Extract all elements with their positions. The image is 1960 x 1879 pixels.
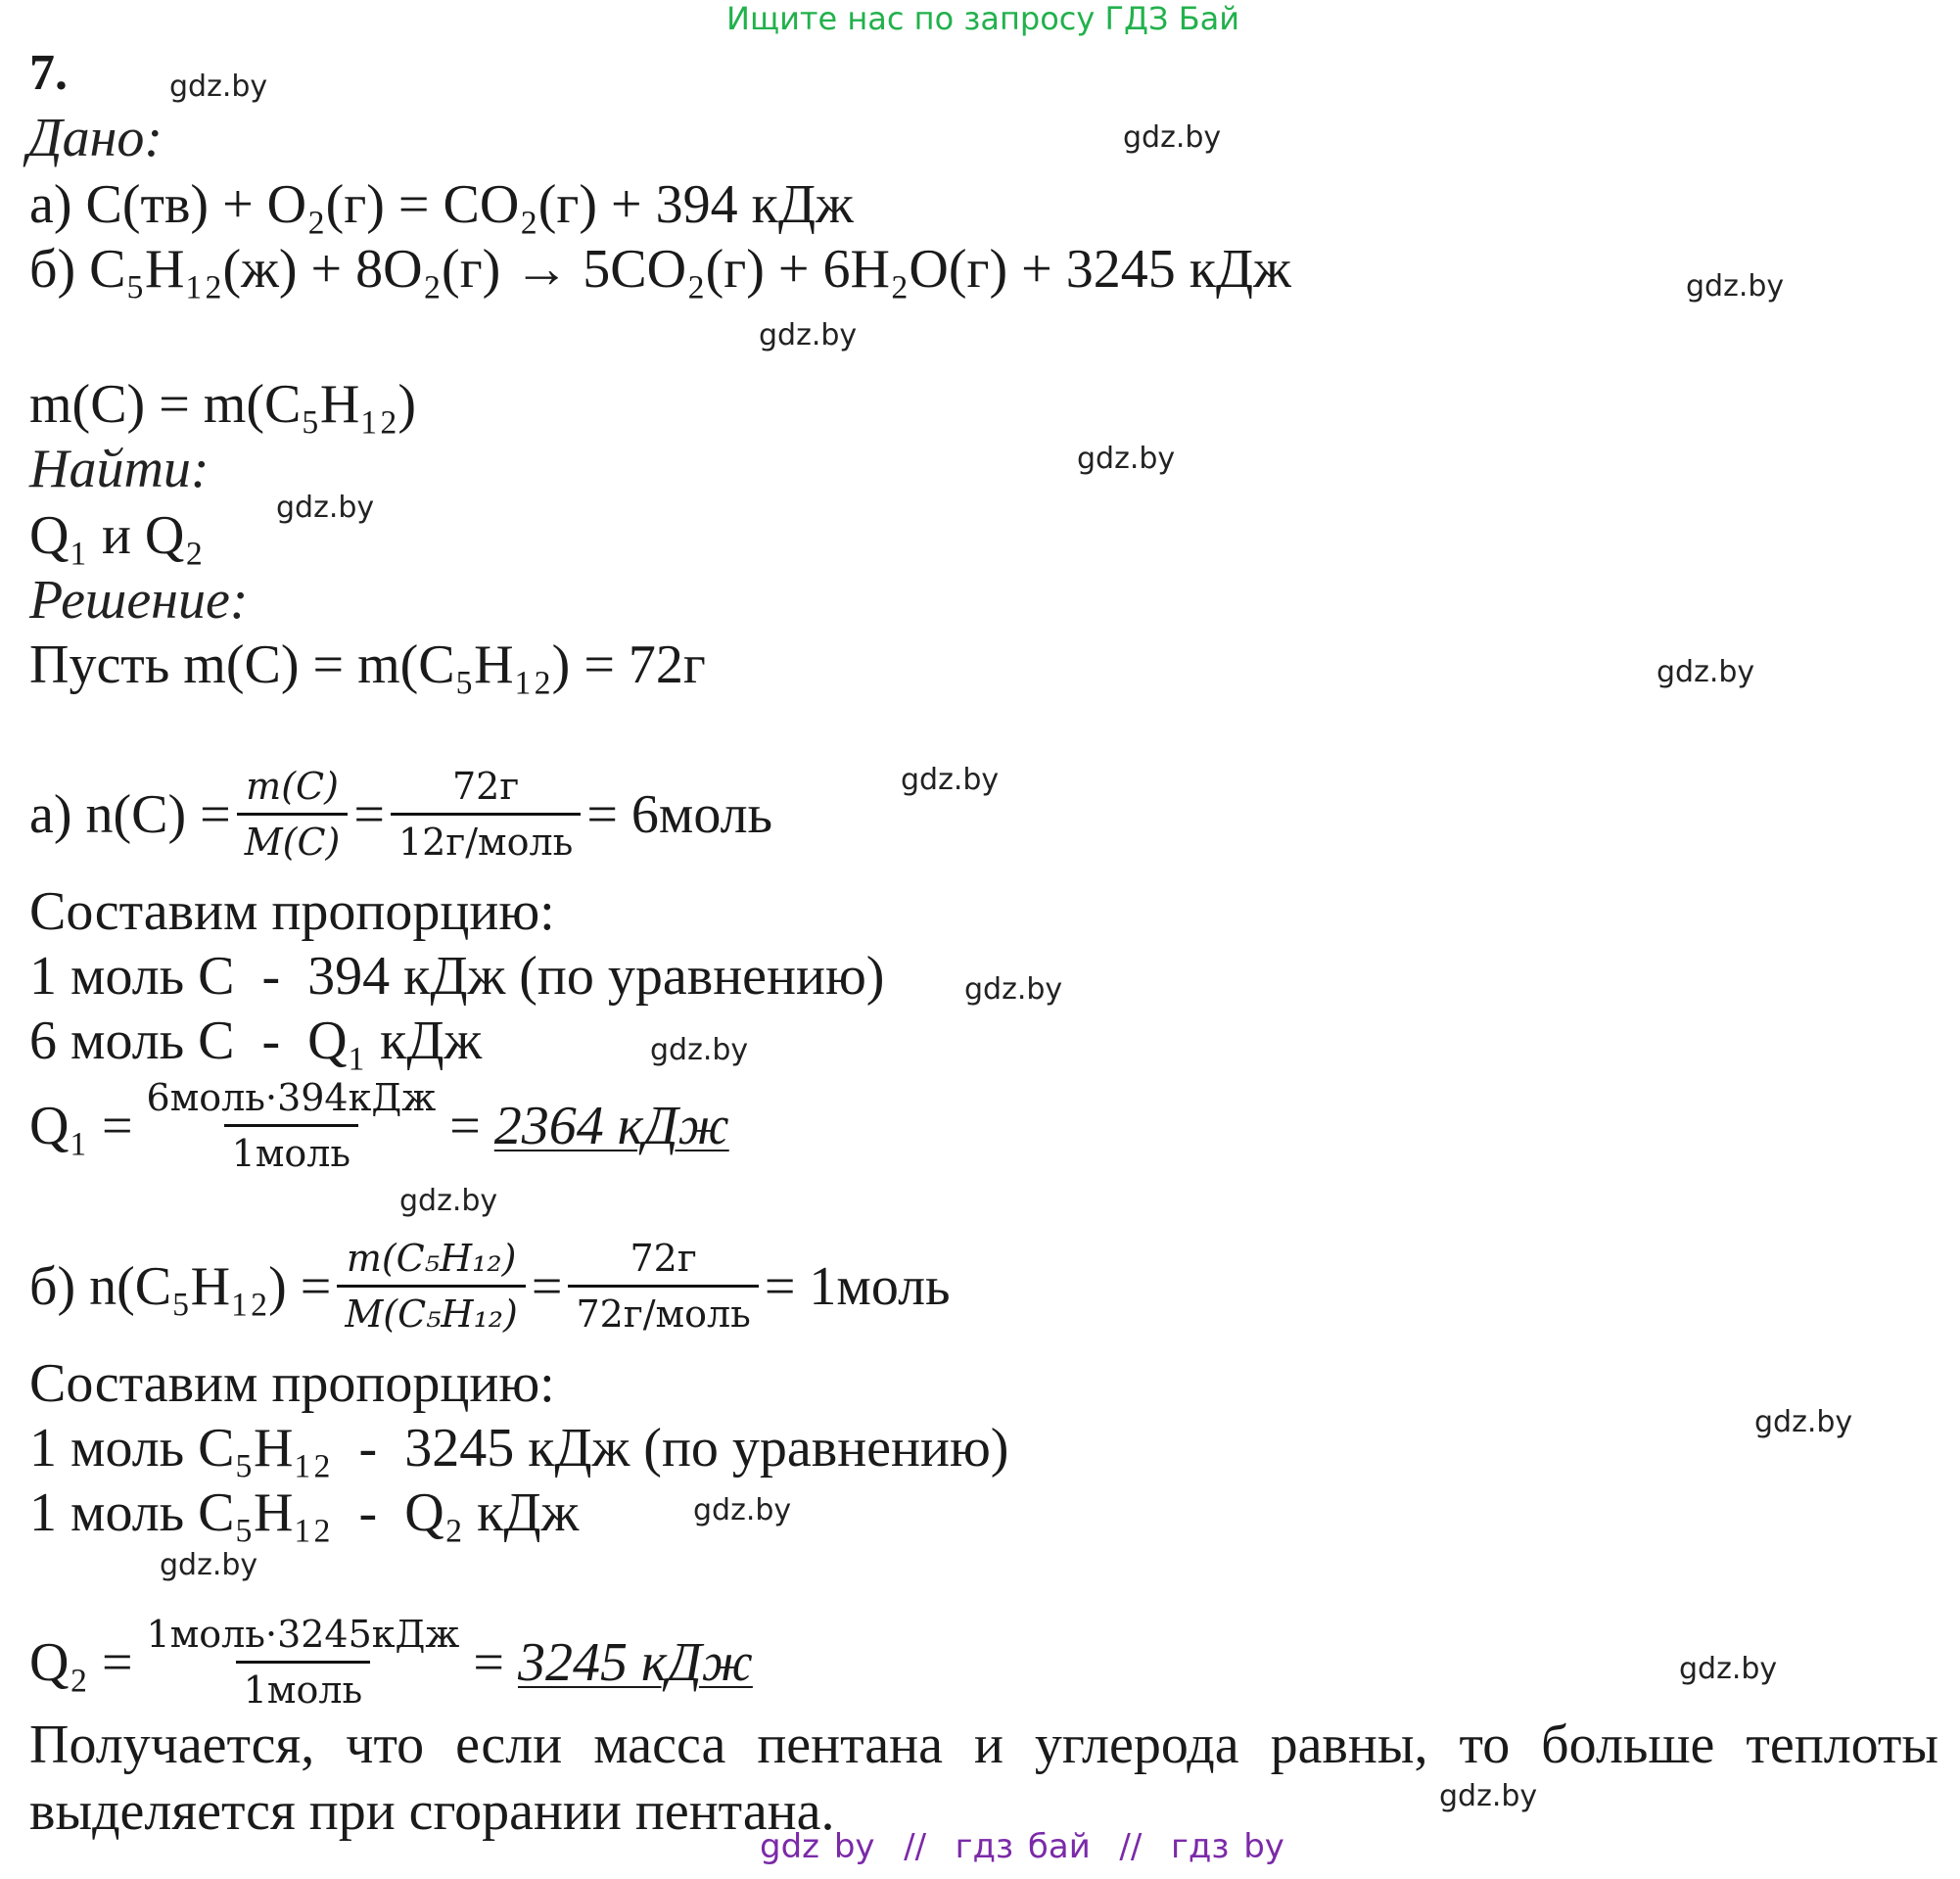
fraction-numerator: 6моль·394кДж	[146, 1076, 437, 1119]
equals-sign: =	[449, 1095, 481, 1156]
part-a-proportion-label: Составим пропорцию:	[29, 881, 555, 942]
part-a-moles-formula	[29, 764, 772, 865]
watermark: gdz.by	[160, 1548, 258, 1582]
fraction-numerator: 72г	[630, 1237, 697, 1280]
fraction-numerator: 1моль·3245кДж	[146, 1613, 460, 1656]
part-b-heat-formula	[29, 1612, 753, 1713]
watermark: gdz.by	[1754, 1405, 1853, 1439]
part-b-fraction-1	[337, 1236, 525, 1337]
watermark: gdz.by	[276, 491, 375, 525]
part-b-proportion-label: Составим пропорцию:	[29, 1353, 555, 1414]
watermark: gdz.by	[1679, 1652, 1778, 1686]
q2-fraction	[139, 1612, 468, 1713]
watermark: gdz.by	[1123, 120, 1222, 155]
fraction-numerator: 72г	[452, 765, 520, 808]
part-a-fraction-2	[391, 764, 581, 865]
watermark: gdz.by	[1077, 442, 1176, 476]
find-value: Q₁ и Q₂	[29, 505, 204, 566]
q1-fraction	[139, 1075, 444, 1176]
bottom-banner: gdz by // гдз бай // гдз by	[760, 1827, 1284, 1866]
fraction-denominator: 12г/моль	[391, 813, 581, 865]
part-a-lhs: а) n(C) =	[29, 783, 231, 845]
part-b-lhs: б) n(C₅H₁₂) =	[29, 1255, 332, 1317]
top-banner: Ищите нас по запросу ГДЗ Бай	[726, 0, 1240, 37]
equals-sign: =	[531, 1255, 563, 1317]
fraction-denominator: 1моль	[236, 1661, 370, 1713]
fraction-denominator: M(C₅H₁₂)	[337, 1285, 525, 1337]
part-a-proportion-line-1: 1 моль C - 394 кДж (по уравнению)	[29, 946, 885, 1007]
watermark: gdz.by	[399, 1184, 498, 1218]
watermark: gdz.by	[650, 1033, 749, 1067]
conclusion-paragraph: Получается, что если масса пентана и углерода равны, то больше теплоты выделяется при сгорании пентана.	[29, 1715, 1938, 1842]
watermark: gdz.by	[1439, 1779, 1538, 1813]
part-b-result: = 1моль	[764, 1255, 951, 1317]
fraction-numerator: m(C)	[246, 765, 339, 808]
part-b-fraction-2	[568, 1236, 758, 1337]
q2-result: 3245 кДж	[517, 1631, 753, 1693]
part-b-proportion-line-1: 1 моль C₅H₁₂ - 3245 кДж (по уравнению)	[29, 1418, 1009, 1479]
equals-sign: =	[473, 1631, 504, 1693]
part-a-fraction-1	[237, 764, 349, 865]
q1-lhs: Q₁ =	[29, 1095, 133, 1156]
task-number: 7.	[29, 45, 68, 101]
watermark: gdz.by	[169, 70, 268, 104]
fraction-numerator: m(C₅H₁₂)	[346, 1237, 517, 1280]
fraction-denominator: M(C)	[237, 813, 349, 865]
equals-sign: =	[353, 783, 385, 845]
part-a-proportion-line-2: 6 моль C - Q₁ кДж	[29, 1010, 483, 1071]
assumption-line: Пусть m(C) = m(C₅H₁₂) = 72г	[29, 634, 706, 695]
q2-lhs: Q₂ =	[29, 1631, 133, 1693]
watermark: gdz.by	[693, 1493, 792, 1527]
watermark: gdz.by	[901, 763, 1000, 797]
part-a-result: = 6моль	[586, 783, 773, 845]
part-a-heat-formula	[29, 1075, 729, 1176]
mass-condition: m(C) = m(C₅H₁₂)	[29, 374, 417, 435]
equation-b: б) C₅H₁₂(ж) + 8O₂(г) → 5CO₂(г) + 6H₂O(г) + 3245 кДж	[29, 239, 1291, 300]
equation-a: а) C(тв) + O₂(г) = CO₂(г) + 394 кДж	[29, 174, 854, 235]
watermark: gdz.by	[964, 972, 1063, 1007]
watermark: gdz.by	[1686, 269, 1785, 304]
watermark: gdz.by	[1657, 655, 1755, 689]
watermark: gdz.by	[759, 318, 858, 352]
part-b-proportion-line-2: 1 моль C₅H₁₂ - Q₂ кДж	[29, 1482, 580, 1543]
solution-label: Решение:	[29, 570, 249, 631]
find-label: Найти:	[29, 439, 210, 499]
fraction-denominator: 1моль	[224, 1124, 358, 1176]
part-b-moles-formula	[29, 1236, 951, 1337]
given-label: Дано:	[27, 108, 163, 168]
q1-result: 2364 кДж	[493, 1095, 729, 1156]
fraction-denominator: 72г/моль	[568, 1285, 758, 1337]
